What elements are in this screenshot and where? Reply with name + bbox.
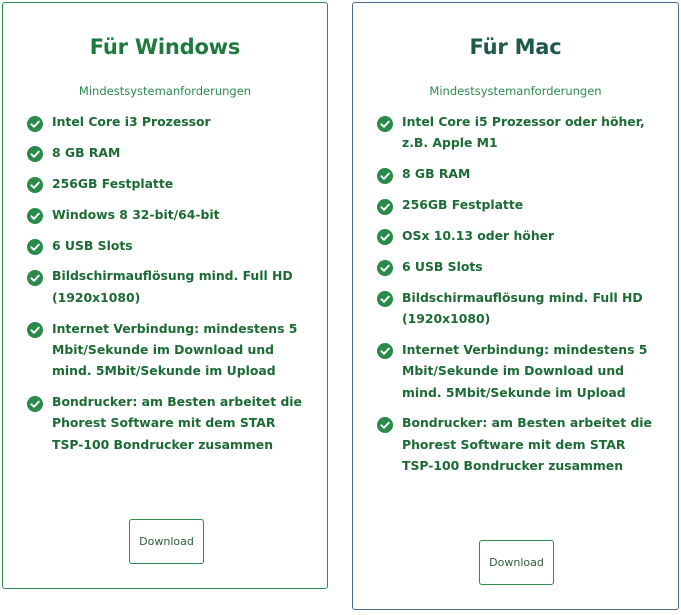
feature-item: [377, 342, 678, 403]
card-subtitle: Mindestsystemanforderungen: [429, 84, 602, 98]
card-subtitle: Mindestsystemanforderungen: [78, 84, 252, 98]
check-circle-icon: [27, 177, 43, 193]
check-circle-icon: [377, 168, 393, 184]
check-circle-icon: [27, 208, 43, 224]
feature-text: 8 GB RAM: [52, 144, 121, 160]
feature-item: [27, 321, 327, 382]
feature-text: Intel Core i5 Prozessor oder höher, z.B. Apple M1: [402, 114, 645, 151]
check-circle-icon: [377, 291, 393, 307]
feature-item: [377, 290, 678, 330]
feature-item: [377, 259, 678, 277]
check-circle-icon: [27, 396, 43, 412]
check-circle-icon: [27, 322, 43, 338]
feature-item: [377, 415, 678, 476]
feature-item: [27, 145, 327, 163]
feature-item: [27, 268, 327, 308]
check-circle-icon: [27, 239, 43, 255]
feature-text: Internet Verbindung: mindestens 5 Mbit/Sekunde im Download und mind. 5Mbit/Sekunde im Upload: [402, 341, 648, 400]
feature-item: [27, 207, 327, 225]
feature-text: 256GB Festplatte: [402, 197, 524, 213]
feature-text: Bildschirmauflösung mind. Full HD (1920x1080): [52, 268, 293, 305]
feature-text: OSx 10.13 oder höher: [402, 227, 555, 243]
feature-text: Bondrucker: am Besten arbeitet die Phorest Software mit dem STAR TSP-100 Bondrucker zusammen: [402, 415, 652, 474]
check-circle-icon: [27, 146, 43, 162]
check-circle-icon: [27, 116, 43, 132]
feature-item: [377, 114, 678, 154]
feature-text: 8 GB RAM: [402, 166, 471, 182]
feature-text: 6 USB Slots: [402, 258, 483, 274]
feature-list: [3, 114, 327, 468]
feature-item: [27, 114, 327, 132]
check-circle-icon: [377, 343, 393, 359]
check-circle-icon: [27, 270, 43, 286]
check-circle-icon: [377, 116, 393, 132]
check-circle-icon: [377, 417, 393, 433]
mac-requirements-card: [352, 2, 679, 610]
feature-text: Bildschirmauflösung mind. Full HD (1920x1080): [402, 289, 643, 327]
feature-list: [353, 114, 678, 489]
feature-text: Intel Core i3 Prozessor: [52, 114, 211, 129]
feature-text: 6 USB Slots: [52, 237, 133, 253]
feature-item: [377, 228, 678, 246]
feature-item: [377, 166, 678, 184]
feature-text: Bondrucker: am Besten arbeitet die Phorest Software mit dem STAR TSP-100 Bondrucker zusammen: [52, 394, 302, 452]
check-circle-icon: [377, 199, 393, 215]
card-title: Für Mac: [469, 35, 562, 59]
check-circle-icon: [377, 260, 393, 276]
check-circle-icon: [377, 229, 393, 245]
feature-item: [377, 197, 678, 215]
feature-text: Windows 8 32-bit/64-bit: [52, 206, 220, 222]
card-title: Für Windows: [89, 35, 241, 59]
feature-item: [27, 176, 327, 194]
feature-text: Internet Verbindung: mindestens 5 Mbit/Sekunde im Download und mind. 5Mbit/Sekunde im Upload: [52, 320, 298, 379]
download-mac-button[interactable]: Download: [479, 540, 554, 585]
feature-item: [27, 238, 327, 256]
feature-text: 256GB Festplatte: [52, 175, 174, 191]
windows-requirements-card: [2, 2, 328, 589]
feature-item: [27, 394, 327, 455]
download-windows-button[interactable]: Download: [129, 519, 204, 564]
